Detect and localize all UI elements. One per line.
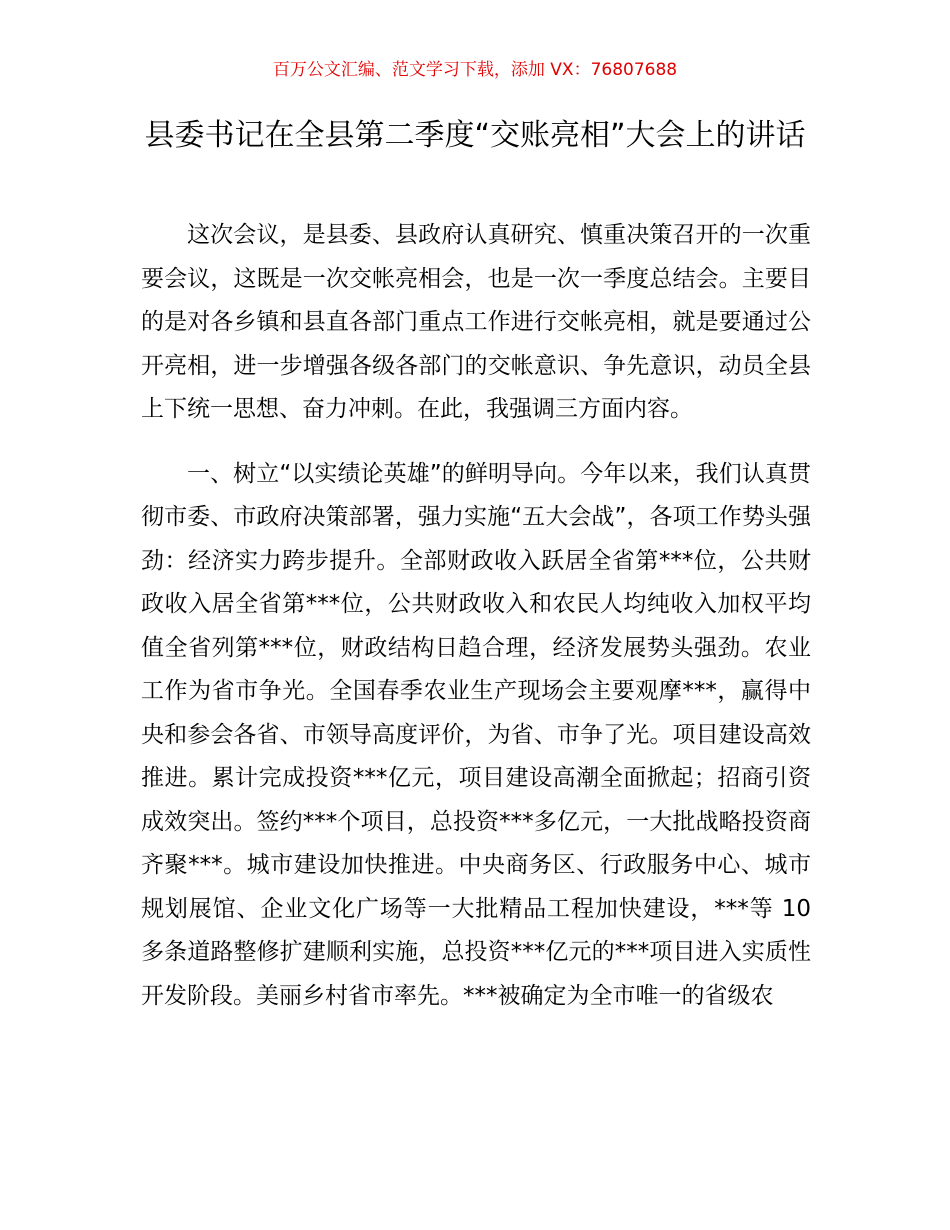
download-notice: 百万公文汇编、范文学习下载，添加 VX：76807688 [272, 60, 678, 80]
document-body [141, 214, 811, 1018]
document-title: 县委书记在全县第二季度“交账亮相”大会上的讲话 [144, 118, 806, 153]
paragraph-intro: 这次会议，是县委、县政府认真研究、慎重决策召开的一次重要会议，这既是一次交帐亮相会，也是一次一季度总结会。主要目的是对各乡镇和县直各部门重点工作进行交帐亮相，就是要通过公开亮相，进一步增强各级各部门的交帐意识、争先意识，动员全县上下统一思想、奋力冲刺。在此，我强调三方面内容。 [141, 222, 811, 422]
paragraph-section-one: 一、树立“以实绩论英雄”的鲜明导向。今年以来，我们认真贯彻市委、市政府决策部署，强力实施“五大会战”，各项工作势头强劲：经济实力跨步提升。全部财政收入跃居全省第***位，公共财政收入居全省第***位，公共财政收入和农民人均纯收入加权平均值全省列第***位，财政结构日趋合理，经济发展势头强劲。农业工作为省市争光。全国春季农业生产现场会主要观摩***，赢得中央和参会各省、市领导高度评价，为省、市争了光。项目建设高效推进。累计完成投资***亿元，项目建设高潮全面掀起；招商引资成效突出。签约***个项目，总投资***多亿元，一大批战略投资商齐聚***。城市建设加快推进。中央商务区、行政服务中心、城市规划展馆、企业文化广场等一大批精品工程加快建设，***等 10 多条道路整修扩建顺利实施，总投资***亿元的***项目进入实质性开发阶段。美丽乡村省市率先。***被确定为全市唯一的省级农 [141, 460, 811, 1009]
